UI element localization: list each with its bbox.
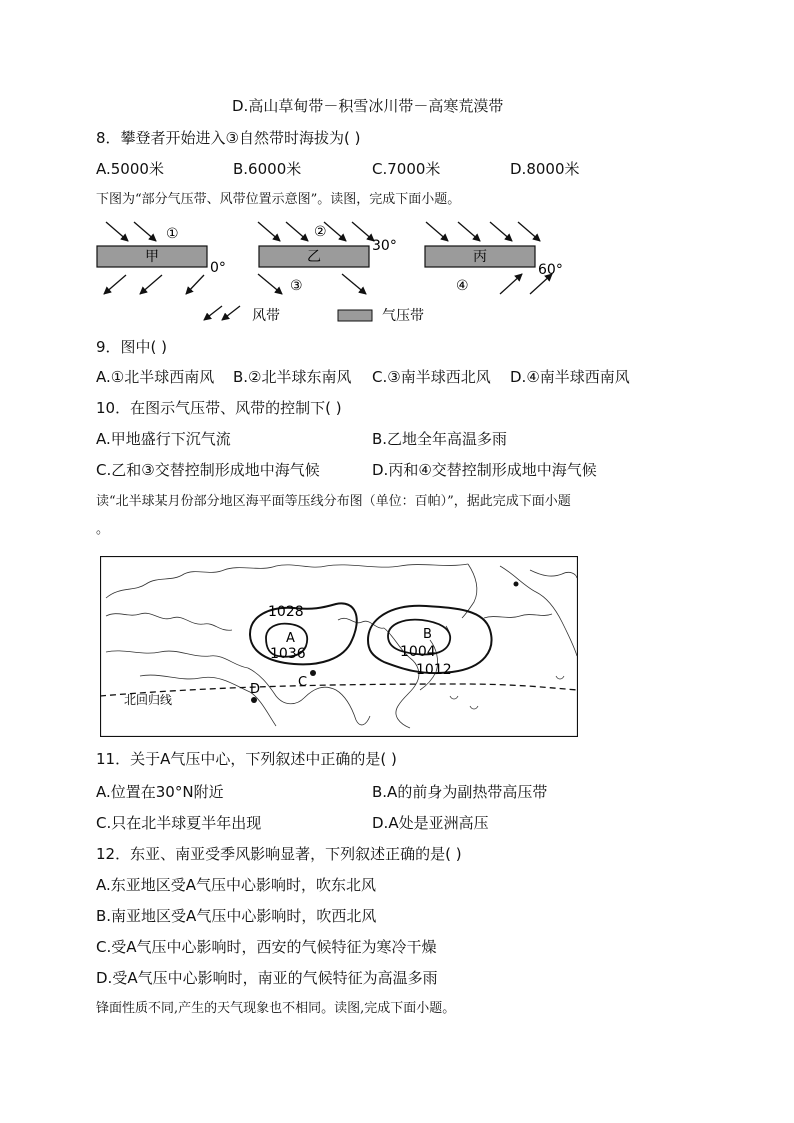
q7-option-d: D.高山草甸带－积雪冰川带－高寒荒漠带 — [232, 97, 504, 115]
isobar-map — [100, 556, 578, 737]
belt-label-yi: 乙 — [307, 249, 321, 265]
center-label-b: B — [423, 627, 432, 642]
marker-3: ③ — [290, 278, 303, 294]
q12-option-b: B.南亚地区受A气压中心影响时，吹西北风 — [96, 907, 377, 925]
legend-wind-label: 风带 — [252, 308, 280, 324]
q11-option-a: A.位置在30°N附近 — [96, 783, 224, 801]
belt-label-bing: 丙 — [473, 249, 487, 265]
q11-stem: 11．关于A气压中心，下列叙述中正确的是( ) — [96, 750, 397, 768]
point-d-dot — [251, 697, 257, 703]
legend-pressure-swatch — [338, 310, 372, 321]
q8-option-c: C.7000米 — [372, 160, 441, 178]
figure2-intro: 读“北半球某月份部分地区海平面等压线分布图（单位：百帕）”，据此完成下面小题 — [96, 494, 571, 509]
isobar-label-1012: 1012 — [416, 662, 452, 678]
q8-option-d: D.8000米 — [510, 160, 580, 178]
q8-stem: 8．攀登者开始进入③自然带时海拔为( ) — [96, 129, 361, 147]
q9-option-a: A.①北半球西南风 — [96, 368, 215, 386]
q12-stem: 12．东亚、南亚受季风影响显著，下列叙述正确的是( ) — [96, 845, 462, 863]
figure3-intro: 锋面性质不同,产生的天气现象也不相同。读图,完成下面小题。 — [96, 1001, 456, 1016]
q12-option-c: C.受A气压中心影响时，西安的气候特征为寒冷干燥 — [96, 938, 437, 956]
marker-1: ① — [166, 226, 179, 242]
latitude-label-60: 60° — [538, 262, 563, 278]
isobar-label-1028: 1028 — [268, 604, 304, 620]
q9-option-d: D.④南半球西南风 — [510, 368, 630, 386]
latitude-label-30: 30° — [372, 238, 397, 254]
q8-option-a: A.5000米 — [96, 160, 164, 178]
q11-option-d: D.A处是亚洲高压 — [372, 814, 489, 832]
isobar-label-1004: 1004 — [400, 644, 436, 660]
q10-option-c: C.乙和③交替控制形成地中海气候 — [96, 461, 320, 479]
figure1-intro: 下图为“部分气压带、风带位置示意图”。读图，完成下面小题。 — [96, 192, 461, 207]
q10-option-d: D.丙和④交替控制形成地中海气候 — [372, 461, 597, 479]
pressure-wind-belt-diagram — [90, 212, 590, 332]
q12-option-a: A.东亚地区受A气压中心影响时，吹东北风 — [96, 876, 377, 894]
marker-4: ④ — [456, 278, 469, 294]
legend-pressure-label: 气压带 — [382, 308, 424, 324]
point-c-label: C — [298, 675, 308, 690]
q8-option-b: B.6000米 — [233, 160, 302, 178]
q9-option-b: B.②北半球东南风 — [233, 368, 352, 386]
latitude-label-0: 0° — [210, 260, 226, 276]
q10-option-b: B.乙地全年高温多雨 — [372, 430, 508, 448]
point-d-label: D — [250, 682, 261, 697]
q11-option-b: B.A的前身为副热带高压带 — [372, 783, 548, 801]
q10-option-a: A.甲地盛行下沉气流 — [96, 430, 231, 448]
point-c-dot — [310, 670, 316, 676]
center-label-a: A — [286, 631, 295, 646]
q9-option-c: C.③南半球西北风 — [372, 368, 491, 386]
belt-label-jia: 甲 — [145, 249, 159, 265]
isobar-label-1036: 1036 — [270, 646, 306, 662]
q9-stem: 9．图中( ) — [96, 338, 168, 356]
figure2-intro-end: 。 — [96, 522, 110, 537]
q11-option-c: C.只在北半球夏半年出现 — [96, 814, 262, 832]
q12-option-d: D.受A气压中心影响时，南亚的气候特征为高温多雨 — [96, 969, 438, 987]
legend-wind-icon — [204, 306, 240, 320]
tropic-label: 北回归线 — [124, 693, 173, 707]
northeast-dot — [514, 582, 519, 587]
q10-stem: 10．在图示气压带、风带的控制下( ) — [96, 399, 342, 417]
marker-2: ② — [314, 224, 327, 240]
